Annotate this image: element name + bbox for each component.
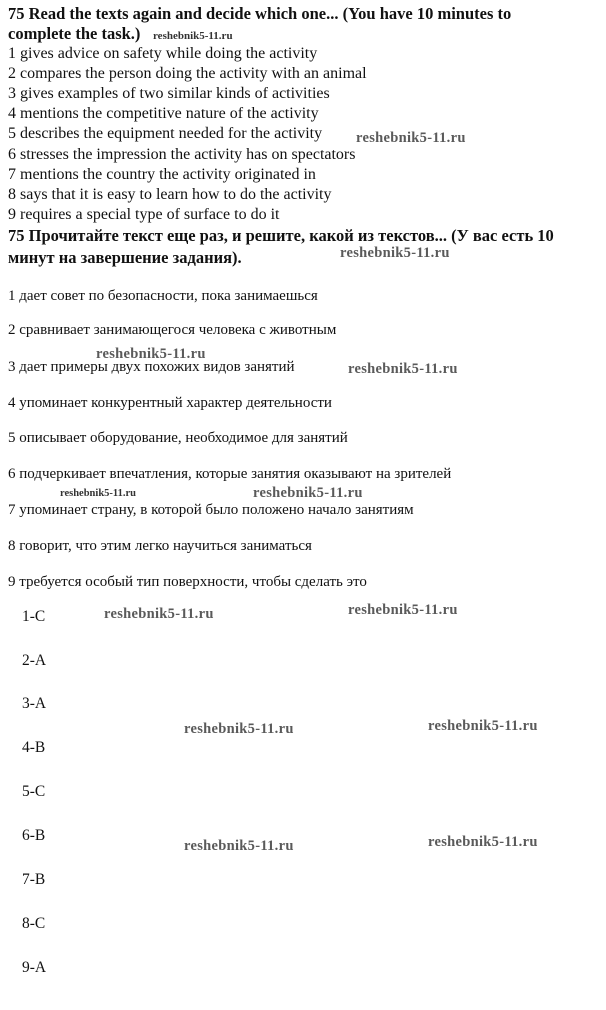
- english-item-8: 8 says that it is easy to learn how to do the activity: [8, 186, 332, 203]
- english-item-2: 2 compares the person doing the activity with an animal: [8, 65, 367, 82]
- russian-item-2: 2 сравнивает занимающегося человека с животным: [8, 322, 337, 338]
- watermark: reshebnik5-11.ru: [348, 602, 458, 618]
- english-title-line2: complete the task.): [8, 24, 141, 43]
- english-item-7: 7 mentions the country the activity originated in: [8, 166, 316, 183]
- answer-6: 6-B: [22, 827, 46, 844]
- watermark: reshebnik5-11.ru: [348, 361, 458, 377]
- english-item-3: 3 gives examples of two similar kinds of activities: [8, 85, 330, 102]
- answer-9: 9-A: [22, 959, 47, 976]
- watermark: reshebnik5-11.ru: [356, 130, 466, 146]
- answer-1: 1-C: [22, 608, 46, 625]
- watermark: reshebnik5-11.ru: [184, 838, 294, 854]
- watermark: reshebnik5-11.ru: [184, 721, 294, 737]
- russian-item-7: 7 упоминает страну, в которой было положено начало занятиям: [8, 502, 414, 518]
- russian-item-5: 5 описывает оборудование, необходимое для занятий: [8, 430, 348, 446]
- watermark: reshebnik5-11.ru: [153, 30, 233, 42]
- russian-item-8: 8 говорит, что этим легко научиться заниматься: [8, 538, 312, 554]
- watermark: reshebnik5-11.ru: [253, 485, 363, 501]
- watermark: reshebnik5-11.ru: [340, 245, 450, 261]
- english-item-4: 4 mentions the competitive nature of the activity: [8, 105, 319, 122]
- russian-item-1: 1 дает совет по безопасности, пока занимаешься: [8, 288, 318, 304]
- english-item-5: 5 describes the equipment needed for the activity: [8, 125, 323, 142]
- answer-3: 3-A: [22, 695, 47, 712]
- answer-5: 5-C: [22, 783, 46, 800]
- russian-title-line2: минут на завершение задания).: [8, 248, 242, 267]
- english-item-6: 6 stresses the impression the activity has on spectators: [8, 146, 356, 163]
- answer-2: 2-A: [22, 652, 47, 669]
- answer-4: 4-B: [22, 739, 46, 756]
- english-item-9: 9 requires a special type of surface to do it: [8, 206, 280, 223]
- watermark: reshebnik5-11.ru: [60, 488, 136, 499]
- answer-8: 8-C: [22, 915, 46, 932]
- russian-item-3: 3 дает примеры двух похожих видов занятий: [8, 359, 295, 375]
- english-title-line1: 75 Read the texts again and decide which one... (You have 10 minutes to: [8, 4, 512, 23]
- russian-item-9: 9 требуется особый тип поверхности, чтобы сделать это: [8, 574, 367, 590]
- watermark: reshebnik5-11.ru: [428, 718, 538, 734]
- watermark: reshebnik5-11.ru: [428, 834, 538, 850]
- watermark: reshebnik5-11.ru: [96, 346, 206, 362]
- answer-7: 7-B: [22, 871, 46, 888]
- russian-title-line1: 75 Прочитайте текст еще раз, и решите, какой из текстов... (У вас есть 10: [8, 226, 554, 245]
- russian-item-6: 6 подчеркивает впечатления, которые занятия оказывают на зрителей: [8, 466, 452, 482]
- watermark: reshebnik5-11.ru: [104, 606, 214, 622]
- russian-item-4: 4 упоминает конкурентный характер деятельности: [8, 395, 332, 411]
- english-item-1: 1 gives advice on safety while doing the activity: [8, 45, 318, 62]
